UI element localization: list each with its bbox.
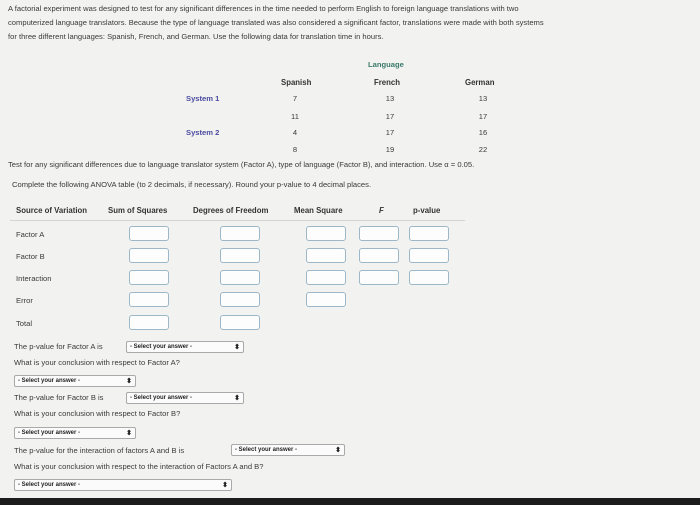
col-french: French [374, 78, 400, 87]
anova-header-f: F [379, 206, 384, 215]
factor-a-p-input[interactable] [409, 226, 449, 241]
bottom-edge-bar [0, 498, 700, 505]
total-df-input[interactable] [220, 315, 260, 330]
s1-r2-french: 17 [385, 112, 395, 121]
chevron-updown-icon: ⬍ [234, 395, 240, 402]
interaction-p-input[interactable] [409, 270, 449, 285]
language-header: Language [368, 60, 404, 69]
concl-a-select[interactable] [14, 375, 136, 387]
pval-b-select[interactable] [126, 392, 244, 404]
s1-r1-spanish: 7 [292, 94, 298, 103]
anova-header-ms: Mean Square [294, 206, 343, 215]
factor-a-df-input[interactable] [220, 226, 260, 241]
anova-header-p: p-value [413, 206, 441, 215]
pval-ab-select-text: - Select your answer - [235, 447, 298, 453]
s2-r1-german: 16 [478, 128, 488, 137]
interaction-df-input[interactable] [220, 270, 260, 285]
pval-ab-select[interactable] [231, 444, 345, 456]
row-label-error: Error [16, 296, 33, 305]
system-1-label: System 1 [186, 94, 220, 103]
row-label-interaction: Interaction [16, 274, 52, 283]
row-label-factor-a: Factor A [16, 230, 45, 239]
concl-a-select-text: - Select your answer - [18, 378, 81, 384]
factor-a-f-input[interactable] [359, 226, 399, 241]
pval-a-select-text: - Select your answer - [130, 344, 193, 350]
factor-b-df-input[interactable] [220, 248, 260, 263]
row-label-factor-b: Factor B [16, 252, 45, 261]
concl-b-select[interactable] [14, 427, 136, 439]
col-german: German [465, 78, 495, 87]
intro-line-3: for three different languages: Spanish, French, and German. Use the following data for translation time in hours. [8, 32, 384, 41]
s1-r2-german: 17 [478, 112, 488, 121]
error-df-input[interactable] [220, 292, 260, 307]
s1-r2-spanish: 11 [291, 112, 299, 121]
factor-a-ms-input[interactable] [306, 226, 346, 241]
concl-ab-question: What is your conclusion with respect to the interaction of Factors A and B? [14, 462, 264, 471]
chevron-updown-icon: ⬍ [222, 482, 228, 489]
pval-ab-question: The p-value for the interaction of factors A and B is [14, 446, 185, 455]
system-2-label: System 2 [186, 128, 220, 137]
concl-b-question: What is your conclusion with respect to Factor B? [14, 409, 181, 418]
intro-line-1: A factorial experiment was designed to test for any significant differences in the time needed to perform English to foreign language translations with two [8, 4, 519, 13]
concl-a-question: What is your conclusion with respect to Factor A? [14, 358, 180, 367]
anova-header-ss: Sum of Squares [108, 206, 168, 215]
interaction-f-input[interactable] [359, 270, 399, 285]
s1-r1-german: 13 [478, 94, 488, 103]
s2-r2-french: 19 [385, 145, 395, 154]
total-ss-input[interactable] [129, 315, 169, 330]
pval-a-select[interactable] [126, 341, 244, 353]
concl-b-select-text: - Select your answer - [18, 430, 81, 436]
chevron-updown-icon: ⬍ [335, 447, 341, 454]
pval-b-select-text: - Select your answer - [130, 395, 193, 401]
factor-b-f-input[interactable] [359, 248, 399, 263]
s2-r1-french: 17 [385, 128, 395, 137]
factor-b-p-input[interactable] [409, 248, 449, 263]
error-ms-input[interactable] [306, 292, 346, 307]
factor-b-ms-input[interactable] [306, 248, 346, 263]
s2-r1-spanish: 4 [292, 128, 298, 137]
chevron-updown-icon: ⬍ [126, 430, 132, 437]
col-spanish: Spanish [281, 78, 312, 87]
error-ss-input[interactable] [129, 292, 169, 307]
concl-ab-select[interactable] [14, 479, 232, 491]
anova-header-divider [10, 220, 465, 221]
s1-r1-french: 13 [385, 94, 395, 103]
row-label-total: Total [16, 319, 33, 328]
anova-header-source: Source of Variation [16, 206, 88, 215]
interaction-ms-input[interactable] [306, 270, 346, 285]
instructions-line-2: Complete the following ANOVA table (to 2 decimals, if necessary). Round your p-value to 4 decimal places. [12, 180, 372, 189]
pval-a-question: The p-value for Factor A is [14, 342, 103, 351]
chevron-updown-icon: ⬍ [126, 378, 132, 385]
chevron-updown-icon: ⬍ [234, 344, 240, 351]
concl-ab-select-text: - Select your answer - [18, 482, 81, 488]
factor-a-ss-input[interactable] [129, 226, 169, 241]
s2-r2-spanish: 8 [292, 145, 298, 154]
s2-r2-german: 22 [478, 145, 488, 154]
intro-line-2: computerized language translators. Because the type of language translated was also considered a significant factor, translations were made with both systems [8, 18, 544, 27]
factor-b-ss-input[interactable] [129, 248, 169, 263]
instructions-line-1: Test for any significant differences due to language translator system (Factor A), type of language (Factor B), and interaction. Use α = 0.05. [8, 160, 475, 169]
pval-b-question: The p-value for Factor B is [14, 393, 104, 402]
interaction-ss-input[interactable] [129, 270, 169, 285]
anova-header-df: Degrees of Freedom [193, 206, 269, 215]
